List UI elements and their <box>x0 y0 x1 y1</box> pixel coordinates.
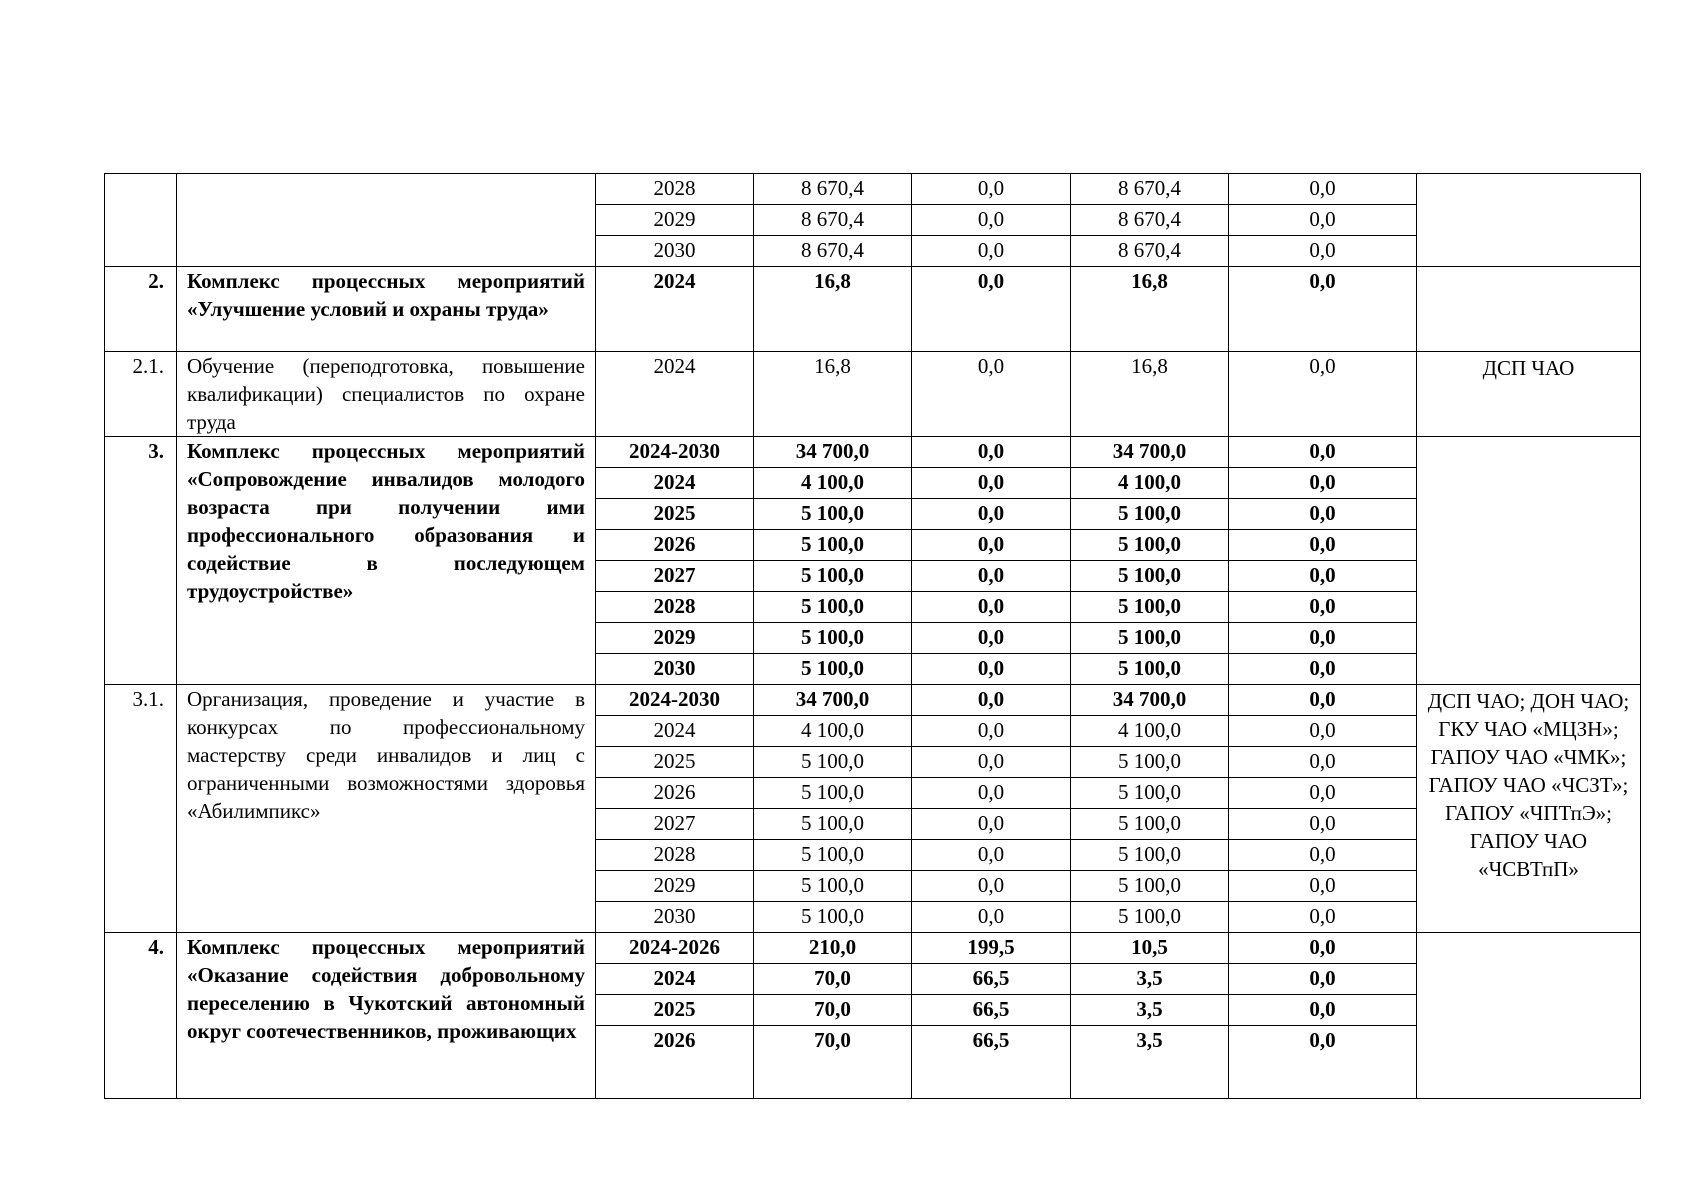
year-cell: 2024-2026 <box>596 933 754 964</box>
total-cell: 5 100,0 <box>754 778 912 809</box>
total-cell: 70,0 <box>754 1026 912 1099</box>
other-cell: 0,0 <box>1229 174 1417 205</box>
regional-cell: 3,5 <box>1071 964 1229 995</box>
row-number: 4. <box>105 933 177 1099</box>
other-cell: 0,0 <box>1229 995 1417 1026</box>
table-row <box>105 174 1641 205</box>
federal-cell: 66,5 <box>912 995 1071 1026</box>
federal-cell: 0,0 <box>912 205 1071 236</box>
executor-cell <box>1417 174 1641 267</box>
total-cell: 70,0 <box>754 964 912 995</box>
federal-cell: 0,0 <box>912 747 1071 778</box>
row-number: 3.1. <box>105 685 177 933</box>
total-cell: 34 700,0 <box>754 437 912 468</box>
total-cell: 5 100,0 <box>754 747 912 778</box>
year-cell: 2025 <box>596 499 754 530</box>
year-cell: 2026 <box>596 1026 754 1099</box>
year-cell: 2030 <box>596 654 754 685</box>
regional-cell: 5 100,0 <box>1071 530 1229 561</box>
other-cell: 0,0 <box>1229 352 1417 437</box>
total-cell: 5 100,0 <box>754 902 912 933</box>
other-cell: 0,0 <box>1229 1026 1417 1099</box>
year-cell: 2024 <box>596 267 754 352</box>
year-cell: 2029 <box>596 871 754 902</box>
federal-cell: 66,5 <box>912 1026 1071 1099</box>
other-cell: 0,0 <box>1229 654 1417 685</box>
regional-cell: 5 100,0 <box>1071 809 1229 840</box>
other-cell: 0,0 <box>1229 468 1417 499</box>
other-cell: 0,0 <box>1229 747 1417 778</box>
row-title: Комплекс процессных мероприятий «Оказание содействия добровольному переселению в Чукотский автономный округ соотечественников, проживающих <box>177 933 596 1099</box>
table-row <box>105 437 1641 468</box>
federal-cell: 0,0 <box>912 236 1071 267</box>
federal-cell: 0,0 <box>912 561 1071 592</box>
federal-cell: 199,5 <box>912 933 1071 964</box>
total-cell: 210,0 <box>754 933 912 964</box>
other-cell: 0,0 <box>1229 902 1417 933</box>
total-cell: 16,8 <box>754 267 912 352</box>
row-number: 3. <box>105 437 177 685</box>
regional-cell: 8 670,4 <box>1071 236 1229 267</box>
regional-cell: 8 670,4 <box>1071 174 1229 205</box>
year-cell: 2029 <box>596 205 754 236</box>
table-row <box>105 933 1641 964</box>
row-number <box>105 174 177 267</box>
year-cell: 2029 <box>596 623 754 654</box>
year-cell: 2026 <box>596 778 754 809</box>
year-cell: 2024 <box>596 716 754 747</box>
other-cell: 0,0 <box>1229 499 1417 530</box>
other-cell: 0,0 <box>1229 840 1417 871</box>
total-cell: 8 670,4 <box>754 236 912 267</box>
federal-cell: 66,5 <box>912 964 1071 995</box>
federal-cell: 0,0 <box>912 871 1071 902</box>
executor-cell <box>1417 437 1641 685</box>
regional-cell: 4 100,0 <box>1071 716 1229 747</box>
regional-cell: 5 100,0 <box>1071 902 1229 933</box>
federal-cell: 0,0 <box>912 499 1071 530</box>
row-title: Обучение (переподготовка, повышение квалификации) специалистов по охране труда <box>177 352 596 437</box>
regional-cell: 8 670,4 <box>1071 205 1229 236</box>
year-cell: 2024 <box>596 468 754 499</box>
total-cell: 34 700,0 <box>754 685 912 716</box>
year-cell: 2028 <box>596 840 754 871</box>
regional-cell: 3,5 <box>1071 995 1229 1026</box>
row-title: Организация, проведение и участие в конкурсах по профессиональному мастерству среди инвалидов и лиц с ограниченными возможностями здоровья «Абилимпикс» <box>177 685 596 933</box>
table-row <box>105 267 1641 352</box>
year-cell: 2024 <box>596 964 754 995</box>
regional-cell: 16,8 <box>1071 352 1229 437</box>
regional-cell: 10,5 <box>1071 933 1229 964</box>
federal-cell: 0,0 <box>912 716 1071 747</box>
regional-cell: 5 100,0 <box>1071 592 1229 623</box>
other-cell: 0,0 <box>1229 809 1417 840</box>
year-cell: 2024-2030 <box>596 437 754 468</box>
total-cell: 5 100,0 <box>754 809 912 840</box>
total-cell: 5 100,0 <box>754 499 912 530</box>
year-cell: 2026 <box>596 530 754 561</box>
year-cell: 2027 <box>596 809 754 840</box>
total-cell: 5 100,0 <box>754 530 912 561</box>
other-cell: 0,0 <box>1229 871 1417 902</box>
regional-cell: 5 100,0 <box>1071 623 1229 654</box>
regional-cell: 34 700,0 <box>1071 437 1229 468</box>
year-cell: 2028 <box>596 174 754 205</box>
total-cell: 8 670,4 <box>754 205 912 236</box>
row-title: Комплекс процессных мероприятий «Улучшение условий и охраны труда» <box>177 267 596 352</box>
executor-cell <box>1417 933 1641 1099</box>
total-cell: 8 670,4 <box>754 174 912 205</box>
other-cell: 0,0 <box>1229 205 1417 236</box>
row-title: Комплекс процессных мероприятий «Сопровождение инвалидов молодого возраста при получении ими профессионального образования и содействие в последующем трудоустройстве» <box>177 437 596 685</box>
table-row <box>105 352 1641 437</box>
regional-cell: 5 100,0 <box>1071 561 1229 592</box>
regional-cell: 34 700,0 <box>1071 685 1229 716</box>
other-cell: 0,0 <box>1229 933 1417 964</box>
federal-cell: 0,0 <box>912 437 1071 468</box>
total-cell: 5 100,0 <box>754 871 912 902</box>
total-cell: 5 100,0 <box>754 840 912 871</box>
federal-cell: 0,0 <box>912 267 1071 352</box>
regional-cell: 4 100,0 <box>1071 468 1229 499</box>
federal-cell: 0,0 <box>912 468 1071 499</box>
federal-cell: 0,0 <box>912 685 1071 716</box>
total-cell: 5 100,0 <box>754 561 912 592</box>
other-cell: 0,0 <box>1229 592 1417 623</box>
total-cell: 5 100,0 <box>754 623 912 654</box>
total-cell: 4 100,0 <box>754 716 912 747</box>
year-cell: 2025 <box>596 747 754 778</box>
federal-cell: 0,0 <box>912 592 1071 623</box>
federal-cell: 0,0 <box>912 902 1071 933</box>
budget-table <box>104 173 1641 1099</box>
other-cell: 0,0 <box>1229 236 1417 267</box>
year-cell: 2028 <box>596 592 754 623</box>
other-cell: 0,0 <box>1229 623 1417 654</box>
other-cell: 0,0 <box>1229 778 1417 809</box>
table-body <box>105 174 1641 1099</box>
row-title <box>177 174 596 267</box>
executor-cell: ДСП ЧАО <box>1417 352 1641 437</box>
year-cell: 2025 <box>596 995 754 1026</box>
regional-cell: 5 100,0 <box>1071 654 1229 685</box>
year-cell: 2027 <box>596 561 754 592</box>
federal-cell: 0,0 <box>912 530 1071 561</box>
total-cell: 4 100,0 <box>754 468 912 499</box>
other-cell: 0,0 <box>1229 267 1417 352</box>
regional-cell: 5 100,0 <box>1071 747 1229 778</box>
year-cell: 2024-2030 <box>596 685 754 716</box>
regional-cell: 3,5 <box>1071 1026 1229 1099</box>
regional-cell: 5 100,0 <box>1071 499 1229 530</box>
executor-cell: ДСП ЧАО; ДОН ЧАО; ГКУ ЧАО «МЦЗН»; ГАПОУ ЧАО «ЧМК»; ГАПОУ ЧАО «ЧСЗТ»; ГАПОУ «ЧПТпЭ»; ГАПОУ ЧАО «ЧСВТпП» <box>1417 685 1641 933</box>
regional-cell: 16,8 <box>1071 267 1229 352</box>
total-cell: 5 100,0 <box>754 592 912 623</box>
row-number: 2. <box>105 267 177 352</box>
executor-cell <box>1417 267 1641 352</box>
other-cell: 0,0 <box>1229 964 1417 995</box>
year-cell: 2030 <box>596 236 754 267</box>
federal-cell: 0,0 <box>912 840 1071 871</box>
federal-cell: 0,0 <box>912 778 1071 809</box>
federal-cell: 0,0 <box>912 352 1071 437</box>
regional-cell: 5 100,0 <box>1071 840 1229 871</box>
federal-cell: 0,0 <box>912 654 1071 685</box>
federal-cell: 0,0 <box>912 809 1071 840</box>
row-number: 2.1. <box>105 352 177 437</box>
other-cell: 0,0 <box>1229 561 1417 592</box>
table-row <box>105 685 1641 716</box>
year-cell: 2030 <box>596 902 754 933</box>
federal-cell: 0,0 <box>912 623 1071 654</box>
regional-cell: 5 100,0 <box>1071 778 1229 809</box>
other-cell: 0,0 <box>1229 530 1417 561</box>
total-cell: 70,0 <box>754 995 912 1026</box>
federal-cell: 0,0 <box>912 174 1071 205</box>
regional-cell: 5 100,0 <box>1071 871 1229 902</box>
total-cell: 5 100,0 <box>754 654 912 685</box>
other-cell: 0,0 <box>1229 716 1417 747</box>
other-cell: 0,0 <box>1229 685 1417 716</box>
total-cell: 16,8 <box>754 352 912 437</box>
year-cell: 2024 <box>596 352 754 437</box>
other-cell: 0,0 <box>1229 437 1417 468</box>
